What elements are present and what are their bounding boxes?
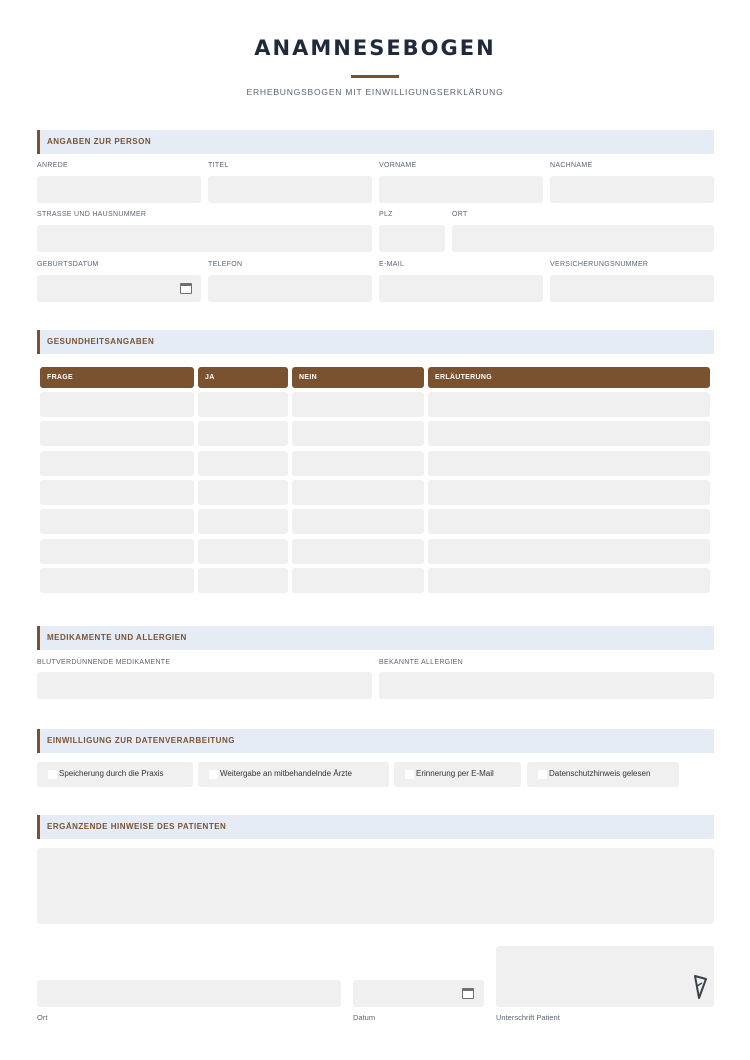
strasse-label: STRASSE UND HAUSNUMMER	[37, 211, 147, 218]
geburtsdatum-field[interactable]	[37, 275, 201, 302]
blood-thinners-field[interactable]	[37, 672, 372, 699]
anrede-field[interactable]	[37, 176, 201, 203]
versicherungsnummer-field[interactable]	[550, 275, 714, 302]
table-header-nein	[292, 367, 424, 388]
table-cell[interactable]	[292, 451, 424, 476]
section-title: ERGÄNZENDE HINWEISE DES PATIENTEN	[47, 822, 227, 831]
section-title: ANGABEN ZUR PERSON	[47, 137, 152, 146]
table-cell[interactable]	[292, 509, 424, 534]
plz-label: PLZ	[379, 211, 393, 218]
table-cell[interactable]	[198, 451, 288, 476]
table-cell[interactable]	[428, 480, 710, 505]
table-cell[interactable]	[198, 539, 288, 564]
signature-ort-label: Ort	[37, 1013, 48, 1022]
title-divider	[351, 75, 399, 78]
section-header-consent	[37, 729, 714, 753]
nachname-field[interactable]	[550, 176, 714, 203]
table-cell[interactable]	[428, 451, 710, 476]
section-header-notes	[37, 815, 714, 839]
strasse-field[interactable]	[37, 225, 372, 252]
pen-nib-icon	[692, 974, 708, 1000]
table-cell[interactable]	[428, 421, 710, 446]
table-header-erlaeuterung	[428, 367, 710, 388]
email-field[interactable]	[379, 275, 543, 302]
table-cell[interactable]	[292, 421, 424, 446]
table-cell[interactable]	[198, 392, 288, 417]
calendar-icon[interactable]	[462, 988, 474, 999]
consent-option-storage[interactable]	[37, 762, 193, 787]
table-cell[interactable]	[292, 539, 424, 564]
notes-textarea[interactable]	[37, 848, 714, 924]
signature-ort-field[interactable]	[37, 980, 341, 1007]
table-cell[interactable]	[40, 509, 194, 534]
section-header-person	[37, 130, 714, 154]
signature-patient-label: Unterschrift Patient	[496, 1013, 560, 1022]
document-subtitle: ERHEBUNGSBOGEN MIT EINWILLIGUNGSERKLÄRUNG	[246, 87, 504, 97]
titel-label: TITEL	[208, 162, 229, 169]
plz-field[interactable]	[379, 225, 445, 252]
table-cell[interactable]	[198, 480, 288, 505]
allergies-label: BEKANNTE ALLERGIEN	[379, 659, 463, 666]
anrede-label: ANREDE	[37, 162, 68, 169]
telefon-label: TELEFON	[208, 261, 243, 268]
table-header-label: JA	[205, 374, 215, 381]
table-cell[interactable]	[198, 421, 288, 446]
table-header-label: NEIN	[299, 374, 317, 381]
signature-date-field[interactable]	[353, 980, 484, 1007]
table-cell[interactable]	[428, 539, 710, 564]
table-cell[interactable]	[428, 568, 710, 593]
blood-thinners-label: BLUTVERDÜNNENDE MEDIKAMENTE	[37, 659, 171, 666]
titel-field[interactable]	[208, 176, 372, 203]
nachname-label: NACHNAME	[550, 162, 593, 169]
table-cell[interactable]	[198, 568, 288, 593]
section-title: EINWILLIGUNG ZUR DATENVERARBEITUNG	[47, 736, 235, 745]
table-cell[interactable]	[40, 451, 194, 476]
checkbox[interactable]	[405, 770, 414, 779]
consent-label: Weitergabe an mitbehandelnde Ärzte	[220, 769, 352, 778]
section-header-health	[37, 330, 714, 354]
table-cell[interactable]	[292, 480, 424, 505]
email-label: E-MAIL	[379, 261, 405, 268]
table-cell[interactable]	[40, 421, 194, 446]
section-title: MEDIKAMENTE UND ALLERGIEN	[47, 633, 187, 642]
table-cell[interactable]	[428, 392, 710, 417]
vorname-field[interactable]	[379, 176, 543, 203]
table-header-ja	[198, 367, 288, 388]
consent-label: Datenschutzhinweis gelesen	[549, 769, 651, 778]
table-cell[interactable]	[40, 539, 194, 564]
consent-label: Erinnerung per E-Mail	[416, 769, 494, 778]
checkbox[interactable]	[48, 770, 57, 779]
vorname-label: VORNAME	[379, 162, 417, 169]
ort-label: ORT	[452, 211, 468, 218]
ort-field[interactable]	[452, 225, 714, 252]
table-header-frage	[40, 367, 194, 388]
table-cell[interactable]	[40, 568, 194, 593]
table-cell[interactable]	[292, 392, 424, 417]
consent-option-privacy-notice[interactable]	[527, 762, 679, 787]
geburtsdatum-label: GEBURTSDATUM	[37, 261, 99, 268]
table-header-label: FRAGE	[47, 374, 73, 381]
document-title: ANAMNESEBOGEN	[254, 36, 496, 60]
table-header-label: ERLÄUTERUNG	[435, 374, 492, 381]
section-title: GESUNDHEITSANGABEN	[47, 337, 155, 346]
allergies-field[interactable]	[379, 672, 714, 699]
checkbox[interactable]	[538, 770, 547, 779]
table-cell[interactable]	[198, 509, 288, 534]
telefon-field[interactable]	[208, 275, 372, 302]
consent-option-email-reminder[interactable]	[394, 762, 521, 787]
checkbox[interactable]	[209, 770, 218, 779]
table-cell[interactable]	[40, 480, 194, 505]
table-cell[interactable]	[40, 392, 194, 417]
section-header-meds	[37, 626, 714, 650]
calendar-icon[interactable]	[180, 283, 192, 294]
signature-date-label: Datum	[353, 1013, 376, 1022]
table-cell[interactable]	[428, 509, 710, 534]
consent-option-sharing[interactable]	[198, 762, 389, 787]
table-cell[interactable]	[292, 568, 424, 593]
versicherungsnummer-label: VERSICHERUNGSNUMMER	[550, 261, 649, 268]
signature-pad[interactable]	[496, 946, 714, 1007]
consent-label: Speicherung durch die Praxis	[59, 769, 164, 778]
